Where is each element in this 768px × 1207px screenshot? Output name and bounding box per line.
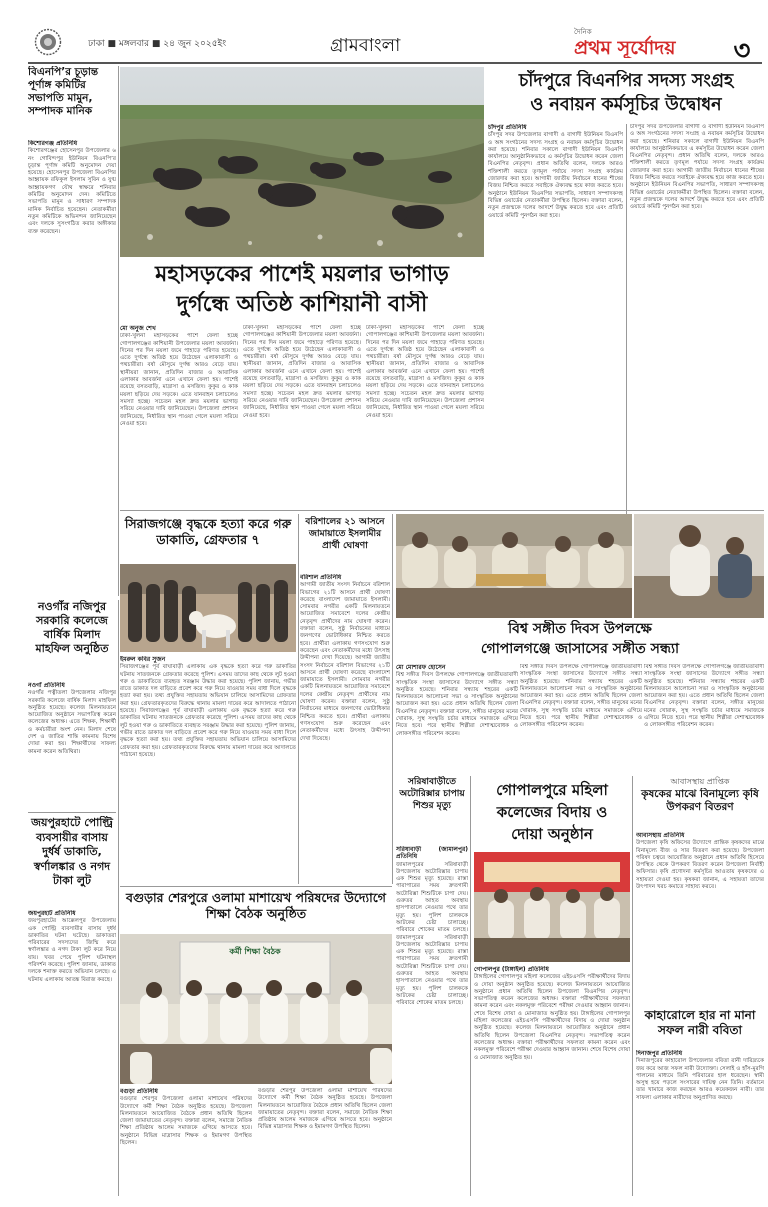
column-rule [470, 776, 471, 1196]
article-body-col-2 [258, 1088, 392, 1196]
body-text: বগুড়ার শেরপুর উপজেলা ওলামা মাশায়েখ পরিষদের উদ্যোগে কর্মী শিক্ষা বৈঠক অনুষ্ঠিত হয়েছে। উপজেলা মিলনায়তনে আয়োজিত বৈঠকে প্রধান অতিথি ছিলেন জেলা জামায়াতের নেতৃবৃন্দ। বক্তারা বলেন, সমাজে নৈতিক শিক্ষা প্রতিষ্ঠায় আলেম সমাজকে এগিয়ে আসতে হবে। অনুষ্ঠানে বিভিন্ন মাদ্রাসার শিক্ষক ও ইমামগণ উপস্থিত ছিলেন। [258, 1088, 392, 1131]
story-naogaon [28, 600, 116, 810]
headline: কাহারোলে হার না মানা সফল নারী ববিতা [644, 1008, 756, 1037]
column-rule [392, 514, 393, 884]
byline: বগুড়া প্রতিনিধি [120, 1088, 158, 1095]
story-landfill [120, 259, 484, 509]
headline: সিরাজগঞ্জে বৃদ্ধকে হত্যা করে গরু ডাকাতি, গ্রেফতার ৭ [124, 516, 292, 547]
headline-line-1: চাঁদপুরে বিএনপির সদস্য সংগ্রহ [518, 71, 734, 91]
column-rule [118, 66, 119, 596]
headline: বগুড়ার শেরপুরে ওলামা মাশায়েখ পরিষদের উদ্যোগে শিক্ষা বৈঠক অনুষ্ঠিত [126, 890, 386, 921]
article-body [28, 140, 116, 596]
article-body [120, 1088, 252, 1196]
body-text: বিশ্ব সঙ্গীত দিবস উপলক্ষে গোপালগঞ্জে জাতীয়তাবাদী সাংস্কৃতিক সংস্থা জাসাসের উদ্যোগে সঙ্গীত সন্ধ্যা অনুষ্ঠিত হয়েছে। শনিবার সন্ধ্যায় শহরের একটি মিলনায়তনে আলোচনা সভা ও সাংস্কৃতিক অনুষ্ঠানের আয়োজন করা হয়। এতে প্রধান অতিথি ছিলেন জেলা বিএনপির নেতৃবৃন্দ। বক্তারা বলেন, সঙ্গীত মানুষের মনের খোরাক, সুস্থ সংস্কৃতি চর্চার মাধ্যমে সমাজকে এগিয়ে নিতে হবে। পরে স্থানীয় শিল্পীরা দেশাত্মবোধক ও লোকসঙ্গীত পরিবেশন করেন। [644, 664, 764, 729]
story-farm-tools [636, 776, 764, 1006]
section-title: গ্রামবাংলা [330, 35, 401, 55]
story-bogura [120, 888, 392, 1196]
story-bnp-committee [28, 66, 116, 596]
article-body [474, 966, 630, 1196]
body-text: টাঙ্গাইলের গোপালপুর মহিলা কলেজের এইচএসসি পরীক্ষার্থীদের বিদায় ও দোয়া অনুষ্ঠান অনুষ্ঠিত হয়েছে। কলেজ মিলনায়তনে আয়োজিত অনুষ্ঠানে প্রধান অতিথি ছিলেন উপজেলা বিএনপির নেতৃবৃন্দ। সভাপতিত্ব করেন কলেজের অধ্যক্ষ। বক্তারা পরীক্ষার্থীদের সফলতা কামনা করেন এবং নকলমুক্ত পরিবেশে পরীক্ষা দেওয়ার আহ্বান জানান। শেষে বিশেষ দোয়া ও মোনাজাত অনুষ্ঠিত হয়। [474, 974, 630, 1017]
body-text: উপজেলা কৃষি অফিসের উদ্যোগে প্রান্তিক কৃষকদের মাঝে বিনামূল্যে বীজ ও সার বিতরণ করা হয়েছে। উপজেলা পরিষদ চত্বরে আয়োজিত অনুষ্ঠানে প্রধান অতিথি হিসেবে উপস্থিত থেকে উপকরণ বিতরণ করেন উপজেলা নির্বাহী অফিসার। কৃষি প্রণোদনা কর্মসূচির আওতায় কৃষকদের এ সহায়তা দেওয়া হয়। কৃষকরা জানান, এ সহায়তা তাদের উৎপাদন খরচ কমাতে সাহায্য করবে। [636, 840, 764, 891]
byline: মো অনুজ শেখ [120, 325, 156, 332]
body-text: বিশ্ব সঙ্গীত দিবস উপলক্ষে গোপালগঞ্জে জাতীয়তাবাদী সাংস্কৃতিক সংস্থা জাসাসের উদ্যোগে সঙ্গীত সন্ধ্যা অনুষ্ঠিত হয়েছে। শনিবার সন্ধ্যায় শহরের একটি মিলনায়তনে আলোচনা সভা ও সাংস্কৃতিক অনুষ্ঠানের আয়োজন করা হয়। এতে প্রধান অতিথি ছিলেন জেলা বিএনপির নেতৃবৃন্দ। বক্তারা বলেন, সঙ্গীত মানুষের মনের খোরাক, সুস্থ সংস্কৃতি চর্চার মাধ্যমে সমাজকে এগিয়ে নিতে হবে। পরে স্থানীয় শিল্পীরা দেশাত্মবোধক ও লোকসঙ্গীত পরিবেশন করেন। [520, 664, 642, 729]
body-text: চাঁদপুর সদর উপজেলার বাগাদী ও বাগাদী ইউনিয়ন বিএনপি ও অঙ্গ সংগঠনের সদস্য সংগ্রহ ও নবায়ন কর্মসূচির উদ্বোধন করা হয়েছে। শনিবার সকালে বাগাদী ইউনিয়ন বিএনপি কার্যালয়ে আনুষ্ঠানিকভাবে এ কর্মসূচির উদ্বোধন করেন জেলা বিএনপির নেতৃবৃন্দ। প্রধান অতিথি বলেন, দলকে আরও শক্তিশালী করতে তৃণমূল পর্যায়ে সদস্য সংগ্রহ কার্যক্রম জোরদার করা হবে। আগামী জাতীয় নির্বাচনে ধানের শীষের বিজয় নিশ্চিত করতে সবাইকে ঐক্যবদ্ধ হয়ে কাজ করতে হবে। অনুষ্ঠানে ইউনিয়ন বিএনপির সভাপতি, সাধারণ সম্পাদকসহ বিভিন্ন ওয়ার্ডের নেতাকর্মীরা উপস্থিত ছিলেন। বক্তারা বলেন, নতুন প্রজন্মকে দলের আদর্শে উদ্বুদ্ধ করতে হবে এবং প্রতিটি ওয়ার্ডে কমিটি পুনর্গঠন করা হবে। [488, 132, 623, 219]
story-sariakandi [396, 776, 468, 1196]
article-body [120, 325, 238, 509]
body-text: টাঙ্গাইলের গোপালপুর মহিলা কলেজের এইচএসসি পরীক্ষার্থীদের বিদায় ও দোয়া অনুষ্ঠান অনুষ্ঠিত হয়েছে। কলেজ মিলনায়তনে আয়োজিত অনুষ্ঠানে প্রধান অতিথি ছিলেন উপজেলা বিএনপির নেতৃবৃন্দ। সভাপতিত্ব করেন কলেজের অধ্যক্ষ। বক্তারা পরীক্ষার্থীদের সফলতা কামনা করেন এবং নকলমুক্ত পরিবেশে পরীক্ষা দেওয়ার আহ্বান জানান। শেষে বিশেষ দোয়া ও মোনাজাত অনুষ্ঠিত হয়। [474, 1010, 630, 1061]
headline: বিএনপি’র চূড়ান্ত পূর্ণাঙ্গ কমিটির সভাপতি মামুন, সম্পাদক মানিক [28, 66, 99, 117]
body-text: চাঁদপুর সদর উপজেলার বাগাদী ও বাগাদী ইউনিয়ন বিএনপি ও অঙ্গ সংগঠনের সদস্য সংগ্রহ ও নবায়ন কর্মসূচির উদ্বোধন করা হয়েছে। শনিবার সকালে বাগাদী ইউনিয়ন বিএনপি কার্যালয়ে আনুষ্ঠানিকভাবে এ কর্মসূচির উদ্বোধন করেন জেলা বিএনপির নেতৃবৃন্দ। প্রধান অতিথি বলেন, দলকে আরও শক্তিশালী করতে তৃণমূল পর্যায়ে সদস্য সংগ্রহ কার্যক্রম জোরদার করা হবে। আগামী জাতীয় নির্বাচনে ধানের শীষের বিজয় নিশ্চিত করতে সবাইকে ঐক্যবদ্ধ হয়ে কাজ করতে হবে। অনুষ্ঠানে ইউনিয়ন বিএনপির সভাপতি, সাধারণ সম্পাদকসহ বিভিন্ন ওয়ার্ডের নেতাকর্মীরা উপস্থিত ছিলেন। বক্তারা বলেন, নতুন প্রজন্মকে দলের আদর্শে উদ্বুদ্ধ করতে হবে এবং প্রতিটি ওয়ার্ডে কমিটি পুনর্গঠন করা হবে। [630, 124, 764, 211]
body-text: সিরাজগঞ্জের পূর্ব বাঘাবাড়ী এলাকায় এক বৃদ্ধকে হত্যা করে গরু ডাকাতির ঘটনায় সাতজনকে গ্রেফতার করেছে পুলিশ। এসময় তাদের কাছ থেকে লুট হওয়া গরু ও ডাকাতিতে ব্যবহৃত সরঞ্জাম উদ্ধার করা হয়েছে। পুলিশ জানায়, গভীর রাতে ডাকাত দল বাড়িতে প্রবেশ করে গরু নিয়ে যাওয়ার সময় বাধা দিলে বৃদ্ধকে হত্যা করা হয়। তথ্য প্রযুক্তির সহায়তায় অভিযান চালিয়ে আসামিদের গ্রেফতার করা হয়। গ্রেফতারকৃতদের বিরুদ্ধে থানায় মামলা দায়ের করে আদালতে পাঠানো হয়েছে। [120, 708, 296, 758]
music-day-photo [396, 514, 632, 618]
byline: চাঁদপুর প্রতিনিধি [488, 124, 527, 131]
story-womens-college [474, 776, 630, 1196]
headline: বরিশালের ২১ আসনে জামায়াতে ইসলামীর প্রার্থী ঘোষণা [305, 517, 385, 551]
byline: নওগাঁ প্রতিনিধি [28, 682, 65, 689]
divider [28, 812, 116, 813]
byline: আবাসস্থায় প্রতিনিধি [636, 832, 685, 839]
byline: কিশোরগঞ্জ প্রতিনিধি [28, 140, 78, 147]
headline-line-1: গোপালপুরে মহিলা [496, 781, 608, 799]
article-body-col-3 [644, 664, 764, 770]
body-text: বগুড়ার শেরপুর উপজেলা ওলামা মাশায়েখ পরিষদের উদ্যোগে কর্মী শিক্ষা বৈঠক অনুষ্ঠিত হয়েছে। উপজেলা মিলনায়তনে আয়োজিত বৈঠকে প্রধান অতিথি ছিলেন জেলা জামায়াতের নেতৃবৃন্দ। বক্তারা বলেন, সমাজে নৈতিক শিক্ষা প্রতিষ্ঠায় আলেম সমাজকে এগিয়ে আসতে হবে। অনুষ্ঠানে বিভিন্ন মাদ্রাসার শিক্ষক ও ইমামগণ উপস্থিত ছিলেন। [120, 1096, 252, 1147]
story-joypurhat [28, 816, 116, 1196]
arrest-photo [120, 564, 296, 652]
article-body [120, 656, 296, 884]
headline-line-1: মহাসড়কের পাশেই ময়লার ভাগাড় [155, 262, 449, 287]
story-music-day [396, 620, 764, 770]
masthead-rule [28, 62, 762, 64]
byline: মো মোশারফ হোসেন [396, 664, 446, 671]
body-text: বিশ্ব সঙ্গীত দিবস উপলক্ষে গোপালগঞ্জে জাতীয়তাবাদী সাংস্কৃতিক সংস্থা জাসাসের উদ্যোগে সঙ্গীত সন্ধ্যা অনুষ্ঠিত হয়েছে। শনিবার সন্ধ্যায় শহরের একটি মিলনায়তনে আলোচনা সভা ও সাংস্কৃতিক অনুষ্ঠানের আয়োজন করা হয়। এতে প্রধান অতিথি ছিলেন জেলা বিএনপির নেতৃবৃন্দ। বক্তারা বলেন, সঙ্গীত মানুষের মনের খোরাক, সুস্থ সংস্কৃতি চর্চার মাধ্যমে সমাজকে এগিয়ে নিতে হবে। পরে স্থানীয় শিল্পীরা দেশাত্মবোধক ও লোকসঙ্গীত পরিবেশন করেন। [396, 672, 518, 737]
body-text: কিশোরগঞ্জের হোসেনপুর উপজেলার ৬ নং গোবিন্দপুর ইউনিয়ন বিএনপি’র চূড়ান্ত পূর্ণাঙ্গ কমিটি অনুমোদন দেয়া হয়েছে। হোসেনপুর উপজেলা বিএনপির আহ্বায়ক রফিকুল ইসলাম সুবিন ও যুগ্ম আহ্বায়কগণ যৌথ স্বাক্ষরে শনিবার কমিটির অনুমোদন দেন। কমিটিতে সভাপতি মামুন ও সাধারণ সম্পাদক মানিক নির্বাচিত হয়েছেন। নেতাকর্মীরা নতুন কমিটিকে অভিনন্দন জানিয়েছেন এবং দলকে সুসংগঠিত করার অঙ্গীকার ব্যক্ত করেছেন। [28, 148, 116, 235]
body-text: দিনাজপুরের কাহারোল উপজেলার ববিতা রানী দারিদ্র্যকে জয় করে আজ সফল নারী উদ্যোক্তা। সেলাই ও হাঁস-মুরগি পালনের মাধ্যমে তিনি পরিবারের হাল ধরেছেন। স্বামী অসুস্থ হয়ে পড়লে সংসারের দায়িত্ব নেন তিনি। বর্তমানে তার খামারে কাজ করছেন আরও কয়েকজন নারী। তার সাফল্য এলাকার নারীদের অনুপ্রাণিত করছে। [636, 1058, 764, 1101]
byline: জয়পুরহাট প্রতিনিধি [28, 910, 76, 917]
body-text: জামালপুরের সরিষাবাড়ী উপজেলায় অটোরিক্সার চাপায় এক শিশুর মৃত্যু হয়েছে। রাস্তা পারাপারের সময় দ্রুতগামী অটোরিক্সা শিশুটিকে চাপা দেয়। গুরুতর আহত অবস্থায় হাসপাতালে নেওয়ার পথে তার মৃত্যু হয়। পুলিশ চালককে আটকের চেষ্টা চালাচ্ছে। পরিবারে শোকের মাতম চলছে। [396, 861, 468, 934]
body-text: ঢাকা-খুলনা মহাসড়কের পাশে ফেলা হচ্ছে গোপালগঞ্জের কাশিয়ানী উপজেলার ময়লা আবর্জনা। দিনের পর দিন ময়লা জমে পাহাড়ে পরিণত হয়েছে। এতে দুর্গন্ধে অতিষ্ঠ হয়ে উঠেছেন এলাকাবাসী ও পথচারীরা। বর্ষা মৌসুমে দুর্গন্ধ আরও বেড়ে যায়। স্থানীয়রা জানান, প্রতিদিন বাজার ও আবাসিক এলাকার আবর্জনা এনে এখানে ফেলা হয়। পাশেই রয়েছে বসতবাড়ি, মাদ্রাসা ও মসজিদ। কুকুর ও কাক ময়লা ছড়িয়ে দেয় সড়কে। এতে যানবাহন চলাচলেও সমস্যা হচ্ছে। সচেতন মহল দ্রুত ময়লার ভাগাড় সরিয়ে নেওয়ার দাবি জানিয়েছেন। উপজেলা প্রশাসন জানিয়েছে, নির্ধারিত স্থান পাওয়া গেলে ময়লা সরিয়ে নেওয়া হবে। [120, 333, 238, 427]
byline: ইমরুল কবির সুজন [120, 656, 166, 663]
section-rule [120, 886, 392, 887]
photo-banner-text: কর্মী শিক্ষা বৈঠক [229, 947, 281, 956]
landfill-photo [120, 67, 484, 257]
story-sirajganj [120, 514, 296, 884]
headline: সরিষাবাড়ীতে অটোরিক্সার চাপায় শিশুর মৃত্যু [399, 777, 465, 811]
body-text: নওগাঁর পত্নীতলা উপজেলার নজিপুর সরকারি কলেজে বার্ষিক মিলাদ মাহফিল অনুষ্ঠিত হয়েছে। কলেজ মিলনায়তনে আয়োজিত অনুষ্ঠানে সভাপতিত্ব করেন কলেজের অধ্যক্ষ। এতে শিক্ষক, শিক্ষার্থী ও কর্মচারীরা অংশ নেন। মিলাদ শেষে দেশ ও জাতির শান্তি কামনায় বিশেষ দোয়া করা হয়। শিক্ষার্থীদের সাফল্য কামনা করেন অতিথিরা। [28, 690, 116, 755]
byline: গোপালপুর (টাঙ্গাইল) প্রতিনিধি [474, 966, 549, 973]
headline-line-2: দুর্গন্ধে অতিষ্ঠ কাশিয়ানী বাসী [176, 292, 428, 317]
college-photo [474, 852, 630, 962]
kicker: আবাসস্থায় প্রাপ্তিক [670, 777, 730, 786]
headline-line-2: কলেজের বিদায় ও [496, 803, 608, 821]
body-text: জামালপুরের সরিষাবাড়ী উপজেলায় অটোরিক্সার চাপায় এক শিশুর মৃত্যু হয়েছে। রাস্তা পারাপারের সময় দ্রুতগামী অটোরিক্সা শিশুটিকে চাপা দেয়। গুরুতর আহত অবস্থায় হাসপাতালে নেওয়ার পথে তার মৃত্যু হয়। পুলিশ চালককে আটকের চেষ্টা চালাচ্ছে। পরিবারে শোকের মাতম চলছে। [396, 934, 468, 1007]
body-text: ঢাকা-খুলনা মহাসড়কের পাশে ফেলা হচ্ছে গোপালগঞ্জের কাশিয়ানী উপজেলার ময়লা আবর্জনা। দিনের পর দিন ময়লা জমে পাহাড়ে পরিণত হয়েছে। এতে দুর্গন্ধে অতিষ্ঠ হয়ে উঠেছেন এলাকাবাসী ও পথচারীরা। বর্ষা মৌসুমে দুর্গন্ধ আরও বেড়ে যায়। স্থানীয়রা জানান, প্রতিদিন বাজার ও আবাসিক এলাকার আবর্জনা এনে এখানে ফেলা হয়। পাশেই রয়েছে বসতবাড়ি, মাদ্রাসা ও মসজিদ। কুকুর ও কাক ময়লা ছড়িয়ে দেয় সড়কে। এতে যানবাহন চলাচলেও সমস্যা হচ্ছে। সচেতন মহল দ্রুত ময়লার ভাগাড় সরিয়ে নেওয়ার দাবি জানিয়েছেন। উপজেলা প্রশাসন জানিয়েছে, নির্ধারিত স্থান পাওয়া গেলে ময়লা সরিয়ে নেওয়া হবে। [366, 325, 484, 419]
brand-logo: প্রথম সূর্যোদয় [574, 37, 676, 58]
article-body [28, 910, 116, 1196]
headline-line-1: বিশ্ব সঙ্গীত দিবস উপলক্ষে [508, 621, 652, 637]
article-body [300, 574, 390, 884]
article-body-col-2 [520, 664, 642, 770]
byline: দিনাজপুর প্রতিনিধি [636, 1050, 683, 1057]
story-kaharole [636, 1008, 764, 1196]
guest-photo [634, 514, 764, 618]
body-text: আগামী জাতীয় সংসদ নির্বাচনে বরিশাল বিভাগের ২১টি আসনে প্রার্থী ঘোষণা করেছে বাংলাদেশ জামায়াতে ইসলামী। সোমবার নগরীর একটি মিলনায়তনে আয়োজিত সমাবেশে দলের কেন্দ্রীয় নেতৃবৃন্দ প্রার্থীদের নাম ঘোষণা করেন। বক্তারা বলেন, সুষ্ঠু নির্বাচনের মাধ্যমে জনগণের ভোটাধিকার নিশ্চিত করতে হবে। প্রার্থীরা এলাকায় গণসংযোগ শুরু করেছেন এবং নেতাকর্মীদের মধ্যে উৎসাহ উদ্দীপনা দেখা দিয়েছে। [300, 655, 390, 742]
headline-line-2: ও নবায়ন কর্মসূচির উদ্বোধন [530, 95, 722, 115]
story-barishal [300, 514, 390, 884]
article-body-col-3 [366, 325, 484, 509]
article-body [396, 846, 468, 1196]
seal-icon [34, 28, 62, 56]
column-rule [298, 514, 299, 884]
body-text: ঢাকা-খুলনা মহাসড়কের পাশে ফেলা হচ্ছে গোপালগঞ্জের কাশিয়ানী উপজেলার ময়লা আবর্জনা। দিনের পর দিন ময়লা জমে পাহাড়ে পরিণত হয়েছে। এতে দুর্গন্ধে অতিষ্ঠ হয়ে উঠেছেন এলাকাবাসী ও পথচারীরা। বর্ষা মৌসুমে দুর্গন্ধ আরও বেড়ে যায়। স্থানীয়রা জানান, প্রতিদিন বাজার ও আবাসিক এলাকার আবর্জনা এনে এখানে ফেলা হয়। পাশেই রয়েছে বসতবাড়ি, মাদ্রাসা ও মসজিদ। কুকুর ও কাক ময়লা ছড়িয়ে দেয় সড়কে। এতে যানবাহন চলাচলেও সমস্যা হচ্ছে। সচেতন মহল দ্রুত ময়লার ভাগাড় সরিয়ে নেওয়ার দাবি জানিয়েছেন। উপজেলা প্রশাসন জানিয়েছে, নির্ধারিত স্থান পাওয়া গেলে ময়লা সরিয়ে নেওয়া হবে। [243, 325, 361, 419]
headline: জয়পুরহাটে পোল্ট্রি ব্যবসায়ীর বাসায় দুর্ধর্ষ ডাকাতি, স্বর্ণালঙ্কার ও নগদ টাকা লুট [31, 816, 113, 887]
headline: নওগাঁর নজিপুর সরকারি কলেজে বার্ষিক মিলাদ মাহফিল অনুষ্ঠিত [35, 600, 109, 655]
page-number: ৩ [733, 36, 751, 62]
headline: কৃষকের মাঝে বিনামূল্যে কৃষি উপকরণ বিতরণ [641, 788, 759, 813]
dateline: ঢাকা ■ মঙ্গলবার ■ ২৪ জুন ২০২৫ইং [88, 39, 227, 49]
article-body [636, 1050, 764, 1196]
article-body-col-2 [243, 325, 361, 509]
column-rule [632, 776, 633, 1196]
article-body [396, 664, 518, 770]
body-text: সিরাজগঞ্জের পূর্ব বাঘাবাড়ী এলাকায় এক বৃদ্ধকে হত্যা করে গরু ডাকাতির ঘটনায় সাতজনকে গ্রেফতার করেছে পুলিশ। এসময় তাদের কাছ থেকে লুট হওয়া গরু ও ডাকাতিতে ব্যবহৃত সরঞ্জাম উদ্ধার করা হয়েছে। পুলিশ জানায়, গভীর রাতে ডাকাত দল বাড়িতে প্রবেশ করে গরু নিয়ে যাওয়ার সময় বাধা দিলে বৃদ্ধকে হত্যা করা হয়। তথ্য প্রযুক্তির সহায়তায় অভিযান চালিয়ে আসামিদের গ্রেফতার করা হয়। গ্রেফতারকৃতদের বিরুদ্ধে থানায় মামলা দায়ের করে আদালতে পাঠানো হয়েছে। [120, 664, 296, 715]
headline-line-2: গোপালগঞ্জে জাসাসের সঙ্গীত সন্ধ্যা [480, 641, 680, 657]
body-text: জয়পুরহাটের আক্কেলপুর উপজেলায় এক পোল্ট্রি ব্যবসায়ীর বাসায় দুর্ধর্ষ ডাকাতির ঘটনা ঘটেছে। ডাকাতরা পরিবারের সদস্যদের জিম্মি করে স্বর্ণালঙ্কার ও নগদ টাকা লুট করে নিয়ে যায়। খবর পেয়ে পুলিশ ঘটনাস্থল পরিদর্শন করেছে। পুলিশ জানায়, ডাকাত দলকে শনাক্ত করতে অভিযান চলছে। এ ঘটনায় এলাকায় আতঙ্ক বিরাজ করছে। [28, 918, 116, 983]
byline: সরিষাবাড়ী (জামালপুর) প্রতিনিধি [396, 846, 468, 861]
article-body [636, 832, 764, 1006]
section-rule [120, 510, 764, 511]
body-text: আগামী জাতীয় সংসদ নির্বাচনে বরিশাল বিভাগের ২১টি আসনে প্রার্থী ঘোষণা করেছে বাংলাদেশ জামায়াতে ইসলামী। সোমবার নগরীর একটি মিলনায়তনে আয়োজিত সমাবেশে দলের কেন্দ্রীয় নেতৃবৃন্দ প্রার্থীদের নাম ঘোষণা করেন। বক্তারা বলেন, সুষ্ঠু নির্বাচনের মাধ্যমে জনগণের ভোটাধিকার নিশ্চিত করতে হবে। প্রার্থীরা এলাকায় গণসংযোগ শুরু করেছেন এবং নেতাকর্মীদের মধ্যে উৎসাহ উদ্দীপনা দেখা দিয়েছে। [300, 582, 390, 662]
brand-small: দৈনিক [574, 28, 592, 36]
headline-line-3: দোয়া অনুষ্ঠান [511, 825, 593, 843]
column-rule [118, 600, 119, 1196]
article-body [28, 682, 116, 810]
byline: বরিশাল প্রতিনিধি [300, 574, 342, 581]
masthead [0, 0, 768, 64]
